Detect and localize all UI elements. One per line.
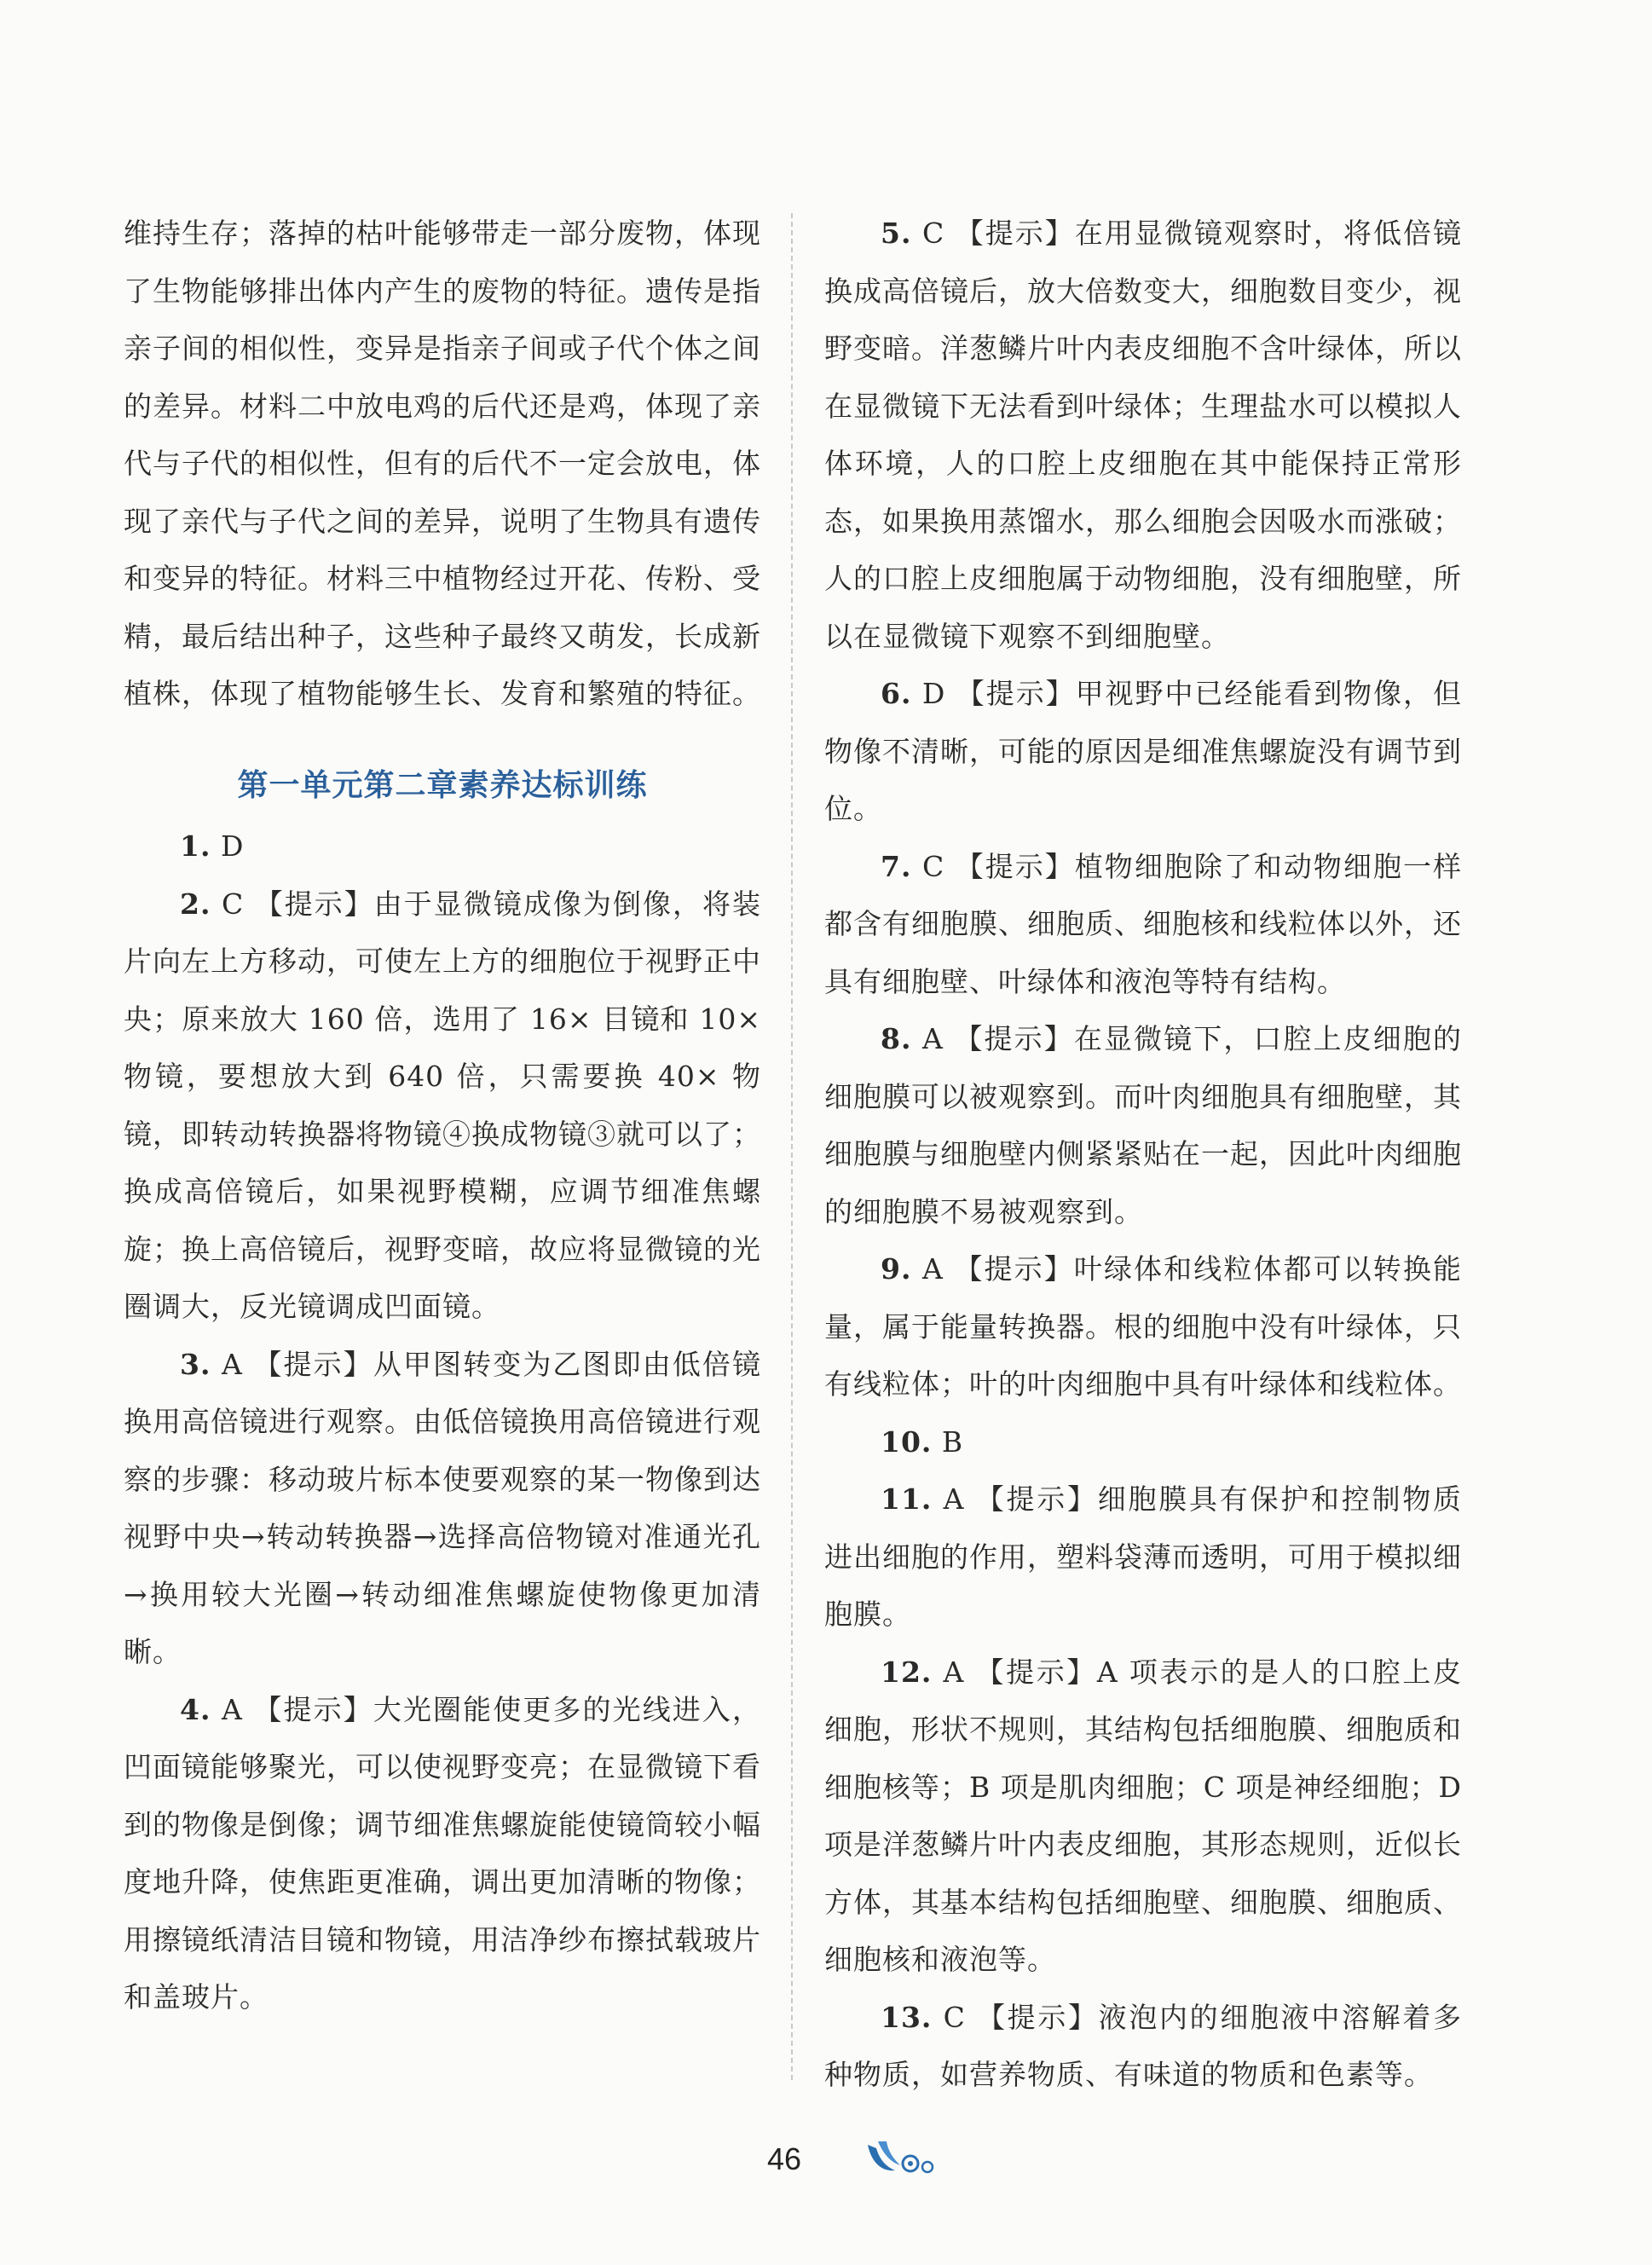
answer-number: 11.	[881, 1482, 933, 1516]
wave-ornament-icon	[863, 2136, 939, 2179]
answer-item	[824, 665, 1462, 838]
answer-text: A 【提示】A 项表示的是人的口腔上皮细胞，形状不规则，其结构包括细胞膜、细胞质和细胞核等；B 项是肌肉细胞；C 项是神经细胞；D 项是洋葱鳞片叶内表皮细胞，其形态规则，近似长方体，其基本结构包括细胞壁、细胞膜、细胞质、细胞核和液泡等。	[824, 1655, 1462, 1976]
answer-item	[824, 1989, 1462, 2104]
right-column	[824, 205, 1462, 2104]
answer-text: D 【提示】甲视野中已经能看到物像，但物像不清晰，可能的原因是细准焦螺旋没有调节到位。	[824, 677, 1462, 825]
answer-number: 4.	[180, 1692, 211, 1726]
answer-text: A 【提示】细胞膜具有保护和控制物质进出细胞的作用，塑料袋薄而透明，可用于模拟细胞膜。	[824, 1482, 1462, 1631]
answer-number: 6.	[881, 677, 912, 710]
answer-item	[824, 1010, 1462, 1240]
answer-number: 10.	[881, 1424, 933, 1459]
answer-item	[124, 1336, 761, 1681]
answer-text: A 【提示】从甲图转变为乙图即由低倍镜换用高倍镜进行观察。由低倍镜换用高倍镜进行观察的步骤：移动玻片标本使要观察的某一物像到达视野中央→转动转换器→选择高倍物镜对准通光孔→换用较大光圈→转动细准焦螺旋使物像更加清晰。	[124, 1347, 761, 1668]
answer-number: 2.	[180, 887, 211, 921]
answer-number: 7.	[881, 849, 912, 883]
answer-item	[124, 818, 761, 875]
answer-text: B	[932, 1424, 964, 1459]
answer-item	[824, 205, 1462, 665]
continuation-paragraph: 维持生存；落掉的枯叶能够带走一部分废物，体现了生物能够排出体内产生的废物的特征。遗传是指亲子间的相似性，变异是指亲子间或子代个体之间的差异。材料二中放电鸡的后代还是鸡，体现了亲代与子代的相似性，但有的后代不一定会放电，体现了亲代与子代之间的差异，说明了生物具有遗传和变异的特征。材料三中植物经过开花、传粉、受精，最后结出种子，这些种子最终又萌发，长成新植株，体现了植物能够生长、发育和繁殖的特征。	[124, 217, 761, 710]
answer-item	[824, 1644, 1462, 1989]
section-title: 第一单元第二章素养达标训练	[237, 766, 648, 803]
answer-text: C 【提示】植物细胞除了和动物细胞一样都含有细胞膜、细胞质、细胞核和线粒体以外，还具有细胞壁、叶绿体和液泡等特有结构。	[824, 849, 1462, 998]
answer-text: A 【提示】在显微镜下，口腔上皮细胞的细胞膜可以被观察到。而叶肉细胞具有细胞壁，其细胞膜与细胞壁内侧紧紧贴在一起，因此叶肉细胞的细胞膜不易被观察到。	[824, 1022, 1462, 1228]
answer-number: 12.	[881, 1655, 933, 1689]
answer-item	[824, 1413, 1462, 1471]
answer-number: 3.	[180, 1347, 211, 1381]
answer-number: 8.	[881, 1022, 912, 1055]
answer-text: C 【提示】在用显微镜观察时，将低倍镜换成高倍镜后，放大倍数变大，细胞数目变少，视野变暗。洋葱鳞片叶内表皮细胞不含叶绿体，所以在显微镜下无法看到叶绿体；生理盐水可以模拟人体环境，人的口腔上皮细胞在其中能保持正常形态，如果换用蒸馏水，那么细胞会因吸水而涨破；人的口腔上皮细胞属于动物细胞，没有细胞壁，所以在显微镜下观察不到细胞壁。	[824, 217, 1462, 653]
answer-text: C 【提示】液泡内的细胞液中溶解着多种物质，如营养物质、有味道的物质和色素等。	[824, 2000, 1462, 2091]
answer-number: 1.	[180, 829, 211, 863]
answer-number: 9.	[881, 1252, 912, 1286]
answer-item	[824, 1471, 1462, 1644]
answer-item	[824, 838, 1462, 1011]
page-number: 46	[767, 2141, 802, 2176]
answer-item	[824, 1240, 1462, 1413]
left-column	[124, 205, 761, 2026]
answer-text: A 【提示】叶绿体和线粒体都可以转换能量，属于能量转换器。根的细胞中没有叶绿体，只有线粒体；叶的叶肉细胞中具有叶绿体和线粒体。	[824, 1252, 1462, 1401]
answer-text: A 【提示】大光圈能使更多的光线进入，凹面镜能够聚光，可以使视野变亮；在显微镜下看到的物像是倒像；调节细准焦螺旋能使镜筒较小幅度地升降，使焦距更准确，调出更加清晰的物像；用擦镜纸清洁目镜和物镜，用洁净纱布擦拭载玻片和盖玻片。	[124, 1692, 761, 2014]
answer-number: 13.	[881, 2000, 933, 2034]
answer-item	[124, 1681, 761, 2026]
answer-item	[124, 875, 761, 1336]
column-divider	[791, 213, 793, 2080]
answer-text: D	[211, 829, 245, 863]
answer-number: 5.	[881, 217, 912, 250]
answer-text: C 【提示】由于显微镜成像为倒像，将装片向左上方移动，可使左上方的细胞位于视野正中央；原来放大 160 倍，选用了 16× 目镜和 10× 物镜，要想放大到 640 倍，只需要换 40× 物镜，即转动转换器将物镜④换成物镜③就可以了；换成高倍镜后，如果视野模糊，应调节细准焦螺旋；换上高倍镜后，视野变暗，故应将显微镜的光圈调大，反光镜调成凹面镜。	[124, 887, 761, 1323]
